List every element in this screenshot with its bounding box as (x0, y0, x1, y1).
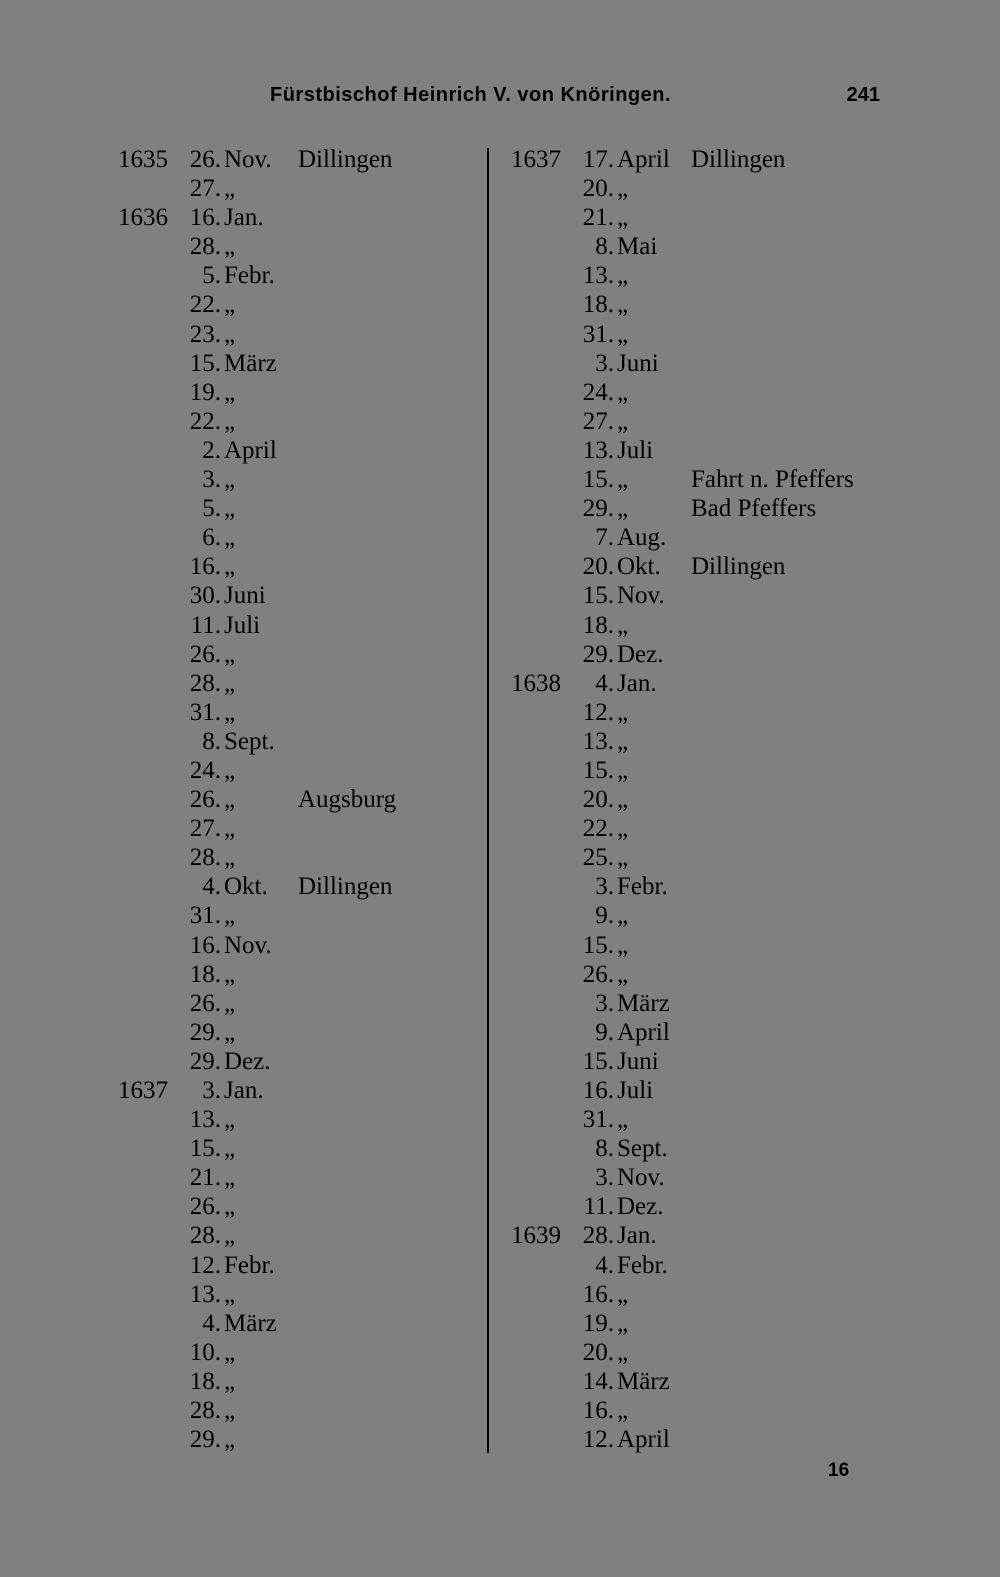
day-cell: 2. (202, 436, 221, 464)
day-cell: 9. (595, 1018, 614, 1046)
itinerary-row (511, 290, 891, 319)
day-cell: 12. (582, 1426, 614, 1454)
day-cell: 3. (595, 873, 614, 901)
itinerary-row (118, 174, 498, 203)
month-cell: April (224, 436, 277, 464)
day-cell: 26. (189, 146, 221, 173)
itinerary-row (118, 989, 498, 1018)
day-cell: 31. (582, 320, 614, 348)
month-cell: Dez. (617, 640, 664, 668)
month-cell: „ (617, 844, 629, 872)
itinerary-row (118, 581, 498, 610)
column-divider (487, 148, 489, 1453)
itinerary-row (511, 1396, 891, 1425)
month-cell: Nov. (617, 1164, 665, 1192)
month-cell: „ (224, 524, 236, 552)
month-cell: April (617, 1426, 670, 1454)
month-cell: „ (224, 495, 236, 523)
day-cell: 24. (189, 756, 221, 784)
year-cell: 1637 (511, 146, 561, 173)
day-cell: 13. (189, 1106, 221, 1134)
itinerary-row (511, 1105, 891, 1134)
itinerary-row (118, 1018, 498, 1047)
itinerary-row (118, 261, 498, 290)
day-cell: 26. (582, 960, 614, 988)
month-cell: Okt. (617, 553, 661, 581)
itinerary-row (118, 407, 498, 436)
month-cell: Juni (224, 582, 266, 610)
itinerary-row (118, 1221, 498, 1250)
day-cell: 15. (189, 349, 221, 377)
day-cell: 15. (582, 1047, 614, 1075)
itinerary-row (118, 698, 498, 727)
month-cell: „ (617, 931, 629, 959)
month-cell: „ (617, 1397, 629, 1425)
day-cell: 21. (189, 1164, 221, 1192)
itinerary-row (511, 552, 891, 581)
month-cell: „ (224, 1426, 236, 1454)
month-cell: „ (224, 640, 236, 668)
month-cell: „ (617, 1309, 629, 1337)
month-cell: Nov. (617, 582, 665, 610)
month-cell: „ (617, 1280, 629, 1308)
month-cell: Jan. (224, 1077, 264, 1104)
itinerary-row (118, 436, 498, 465)
day-cell: 18. (582, 611, 614, 639)
itinerary-row (118, 552, 498, 581)
day-cell: 10. (189, 1338, 221, 1366)
itinerary-row (118, 931, 498, 960)
month-cell: „ (617, 291, 629, 319)
itinerary-row (118, 1076, 498, 1105)
itinerary-row (511, 901, 891, 930)
itinerary-row (118, 901, 498, 930)
month-cell: „ (224, 698, 236, 726)
day-cell: 22. (189, 291, 221, 319)
month-cell: Juni (617, 1047, 659, 1075)
itinerary-row (511, 989, 891, 1018)
day-cell: 4. (202, 873, 221, 901)
day-cell: 3. (202, 1077, 221, 1104)
page-header (270, 84, 880, 116)
day-cell: 8. (595, 1135, 614, 1163)
day-cell: 28. (189, 1222, 221, 1250)
day-cell: 20. (582, 1338, 614, 1366)
day-cell: 9. (595, 902, 614, 930)
day-cell: 27. (189, 175, 221, 203)
day-cell: 8. (202, 727, 221, 755)
itinerary-row (118, 1047, 498, 1076)
day-cell: 21. (582, 204, 614, 232)
day-cell: 27. (189, 815, 221, 843)
day-cell: 15. (582, 466, 614, 494)
itinerary-row (118, 232, 498, 261)
itinerary-row (118, 349, 498, 378)
day-cell: 26. (189, 786, 221, 814)
place-cell: Bad Pfeffers (691, 495, 817, 523)
itinerary-row (511, 1018, 891, 1047)
month-cell: April (617, 1018, 670, 1046)
month-cell: Sept. (617, 1135, 668, 1163)
day-cell: 29. (582, 640, 614, 668)
itinerary-row (118, 960, 498, 989)
year-cell: 1638 (511, 669, 561, 697)
itinerary-row (511, 1425, 891, 1454)
itinerary-row (511, 1047, 891, 1076)
day-cell: 12. (189, 1251, 221, 1279)
month-cell: „ (224, 902, 236, 930)
day-cell: 26. (189, 989, 221, 1017)
place-cell: Dillingen (691, 553, 786, 581)
day-cell: 4. (202, 1309, 221, 1337)
day-cell: 28. (189, 233, 221, 261)
itinerary-row (511, 174, 891, 203)
itinerary-row (118, 1134, 498, 1163)
itinerary-row (118, 494, 498, 523)
day-cell: 27. (582, 407, 614, 435)
itinerary-row (118, 611, 498, 640)
printer-signature: 16 (828, 1460, 850, 1481)
month-cell: „ (617, 727, 629, 755)
itinerary-row (118, 320, 498, 349)
itinerary-row (511, 669, 891, 698)
itinerary-row (511, 872, 891, 901)
itinerary-row (511, 1280, 891, 1309)
month-cell: Aug. (617, 524, 667, 552)
itinerary-row (118, 1192, 498, 1221)
place-cell: Dillingen (691, 146, 786, 173)
itinerary-row (118, 727, 498, 756)
month-cell: „ (224, 786, 236, 814)
itinerary-row (511, 1163, 891, 1192)
month-cell: „ (224, 1367, 236, 1395)
day-cell: 18. (189, 960, 221, 988)
itinerary-row (511, 436, 891, 465)
day-cell: 15. (582, 756, 614, 784)
itinerary-row (511, 1192, 891, 1221)
itinerary-row (118, 1338, 498, 1367)
month-cell: Nov. (224, 931, 272, 959)
day-cell: 30. (189, 582, 221, 610)
itinerary-row (118, 1251, 498, 1280)
year-cell: 1636 (118, 204, 168, 232)
month-cell: Mai (617, 233, 658, 261)
month-cell: „ (617, 960, 629, 988)
day-cell: 14. (582, 1367, 614, 1395)
month-cell: „ (224, 1280, 236, 1308)
itinerary-row (118, 814, 498, 843)
day-cell: 22. (189, 407, 221, 435)
month-cell: März (224, 349, 277, 377)
itinerary-row (511, 1309, 891, 1338)
place-cell: Augsburg (298, 786, 397, 814)
month-cell: Febr. (224, 262, 275, 290)
day-cell: 15. (582, 931, 614, 959)
month-cell: „ (617, 204, 629, 232)
month-cell: „ (224, 466, 236, 494)
month-cell: Dez. (617, 1193, 664, 1221)
itinerary-row (511, 698, 891, 727)
itinerary-row (511, 756, 891, 785)
month-cell: Febr. (617, 873, 668, 901)
day-cell: 3. (595, 349, 614, 377)
day-cell: 20. (582, 175, 614, 203)
month-cell: „ (617, 466, 629, 494)
itinerary-row (511, 785, 891, 814)
month-cell: „ (617, 1106, 629, 1134)
itinerary-row (511, 378, 891, 407)
month-cell: „ (224, 553, 236, 581)
itinerary-row (511, 494, 891, 523)
itinerary-row (511, 581, 891, 610)
itinerary-row (118, 640, 498, 669)
itinerary-row (511, 931, 891, 960)
itinerary-row (511, 843, 891, 872)
month-cell: „ (224, 1106, 236, 1134)
day-cell: 23. (189, 320, 221, 348)
itinerary-row (118, 378, 498, 407)
itinerary-row (118, 1280, 498, 1309)
itinerary-row (511, 1251, 891, 1280)
month-cell: Jan. (617, 669, 657, 697)
itinerary-row (511, 727, 891, 756)
year-cell: 1639 (511, 1222, 561, 1250)
month-cell: „ (224, 1135, 236, 1163)
day-cell: 19. (189, 378, 221, 406)
day-cell: 4. (595, 1251, 614, 1279)
day-cell: 24. (582, 378, 614, 406)
itinerary-row (118, 843, 498, 872)
month-cell: „ (224, 320, 236, 348)
day-cell: 31. (582, 1106, 614, 1134)
month-cell: „ (224, 844, 236, 872)
day-cell: 16. (582, 1397, 614, 1425)
month-cell: „ (224, 815, 236, 843)
itinerary-row (511, 640, 891, 669)
itinerary-row (511, 1367, 891, 1396)
itinerary-row (118, 465, 498, 494)
month-cell: „ (617, 1338, 629, 1366)
itinerary-row (118, 1367, 498, 1396)
day-cell: 4. (595, 669, 614, 697)
itinerary-row (118, 1425, 498, 1454)
month-cell: Juli (617, 436, 654, 464)
month-cell: „ (617, 698, 629, 726)
itinerary-row (511, 523, 891, 552)
itinerary-row (511, 349, 891, 378)
month-cell: „ (617, 378, 629, 406)
day-cell: 16. (189, 553, 221, 581)
day-cell: 28. (189, 669, 221, 697)
month-cell: „ (224, 233, 236, 261)
month-cell: Okt. (224, 873, 268, 901)
month-cell: „ (224, 291, 236, 319)
month-cell: Febr. (617, 1251, 668, 1279)
day-cell: 29. (189, 1018, 221, 1046)
itinerary-row (118, 290, 498, 319)
day-cell: 16. (582, 1077, 614, 1104)
day-cell: 13. (582, 262, 614, 290)
itinerary-row (511, 232, 891, 261)
month-cell: „ (224, 175, 236, 203)
day-cell: 11. (583, 1193, 614, 1221)
itinerary-row (511, 814, 891, 843)
day-cell: 15. (189, 1135, 221, 1163)
day-cell: 3. (202, 466, 221, 494)
day-cell: 5. (202, 495, 221, 523)
day-cell: 15. (582, 582, 614, 610)
itinerary-row (511, 203, 891, 232)
day-cell: 16. (189, 204, 221, 232)
month-cell: April (617, 146, 670, 173)
day-cell: 28. (189, 1397, 221, 1425)
month-cell: März (224, 1309, 277, 1337)
day-cell: 31. (189, 902, 221, 930)
month-cell: „ (617, 756, 629, 784)
month-cell: „ (617, 407, 629, 435)
day-cell: 17. (582, 146, 614, 173)
running-title: Fürstbischof Heinrich V. von Knöringen. (270, 84, 672, 106)
month-cell: „ (224, 1193, 236, 1221)
month-cell: „ (224, 407, 236, 435)
itinerary-row (118, 145, 498, 174)
itinerary-row (511, 1134, 891, 1163)
month-cell: Sept. (224, 727, 275, 755)
month-cell: „ (224, 378, 236, 406)
itinerary-row (118, 1309, 498, 1338)
month-cell: Jan. (617, 1222, 657, 1250)
itinerary-row (118, 1396, 498, 1425)
day-cell: 29. (189, 1426, 221, 1454)
itinerary-row (118, 1105, 498, 1134)
month-cell: „ (224, 1397, 236, 1425)
day-cell: 28. (189, 844, 221, 872)
month-cell: „ (224, 960, 236, 988)
itinerary-row (118, 872, 498, 901)
day-cell: 12. (582, 698, 614, 726)
month-cell: „ (617, 786, 629, 814)
itinerary-row (511, 261, 891, 290)
day-cell: 25. (582, 844, 614, 872)
month-cell: „ (617, 495, 629, 523)
month-cell: „ (617, 815, 629, 843)
year-cell: 1635 (118, 146, 168, 173)
month-cell: „ (224, 1018, 236, 1046)
day-cell: 6. (202, 524, 221, 552)
month-cell: „ (224, 989, 236, 1017)
itinerary-row (511, 320, 891, 349)
itinerary-row (118, 203, 498, 232)
left-itinerary-column (118, 145, 498, 1454)
month-cell: Juli (617, 1077, 654, 1104)
day-cell: 19. (582, 1309, 614, 1337)
month-cell: „ (617, 902, 629, 930)
day-cell: 31. (189, 698, 221, 726)
month-cell: „ (224, 1164, 236, 1192)
day-cell: 16. (582, 1280, 614, 1308)
month-cell: Juni (617, 349, 659, 377)
itinerary-row (511, 1076, 891, 1105)
month-cell: März (617, 1367, 670, 1395)
itinerary-row (118, 1163, 498, 1192)
month-cell: März (617, 989, 670, 1017)
day-cell: 18. (582, 291, 614, 319)
place-cell: Fahrt n. Pfeffers (691, 466, 854, 494)
itinerary-row (511, 1338, 891, 1367)
month-cell: „ (617, 320, 629, 348)
day-cell: 13. (582, 727, 614, 755)
day-cell: 20. (582, 786, 614, 814)
day-cell: 7. (595, 524, 614, 552)
month-cell: „ (224, 1222, 236, 1250)
itinerary-row (511, 465, 891, 494)
place-cell: Dillingen (298, 146, 393, 173)
day-cell: 28. (582, 1222, 614, 1250)
right-itinerary-column (511, 145, 891, 1454)
month-cell: Jan. (224, 204, 264, 232)
day-cell: 26. (189, 640, 221, 668)
day-cell: 29. (189, 1047, 221, 1075)
month-cell: Juli (224, 611, 261, 639)
page-number: 241 (846, 84, 880, 106)
day-cell: 22. (582, 815, 614, 843)
place-cell: Dillingen (298, 873, 393, 901)
itinerary-row (511, 1221, 891, 1250)
year-cell: 1637 (118, 1077, 168, 1104)
day-cell: 26. (189, 1193, 221, 1221)
month-cell: „ (224, 669, 236, 697)
itinerary-row (511, 407, 891, 436)
day-cell: 11. (190, 611, 221, 639)
day-cell: 13. (582, 436, 614, 464)
month-cell: „ (224, 756, 236, 784)
month-cell: „ (617, 262, 629, 290)
day-cell: 18. (189, 1367, 221, 1395)
day-cell: 3. (595, 989, 614, 1017)
day-cell: 20. (582, 553, 614, 581)
day-cell: 8. (595, 233, 614, 261)
day-cell: 3. (595, 1164, 614, 1192)
month-cell: „ (224, 1338, 236, 1366)
month-cell: Nov. (224, 146, 272, 173)
day-cell: 29. (582, 495, 614, 523)
itinerary-row (511, 145, 891, 174)
day-cell: 13. (189, 1280, 221, 1308)
month-cell: Febr. (224, 1251, 275, 1279)
month-cell: „ (617, 611, 629, 639)
itinerary-row (118, 669, 498, 698)
month-cell: Dez. (224, 1047, 271, 1075)
itinerary-row (118, 756, 498, 785)
month-cell: „ (617, 175, 629, 203)
itinerary-row (511, 960, 891, 989)
itinerary-row (118, 523, 498, 552)
day-cell: 5. (202, 262, 221, 290)
itinerary-row (118, 785, 498, 814)
day-cell: 16. (189, 931, 221, 959)
itinerary-row (511, 611, 891, 640)
